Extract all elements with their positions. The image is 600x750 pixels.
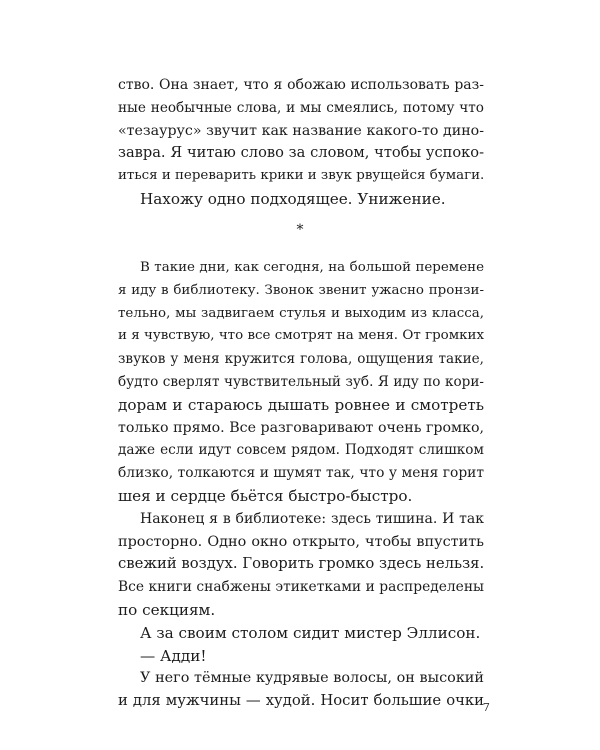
text-line: тельно, мы задвигаем стулья и выходим из класса, xyxy=(118,305,484,321)
paragraph xyxy=(118,188,484,211)
section-separator: * xyxy=(296,222,304,238)
text-line: «тезаурус» звучит как название какого-то дино- xyxy=(118,122,484,139)
text-line: по секциям. xyxy=(118,600,216,619)
text-line: и я чувствую, что все смотрят на меня. От громких xyxy=(118,328,484,344)
text-line: только прямо. Все разговаривают очень громко, xyxy=(118,419,484,436)
text-line: А за своим столом сидит мистер Эллисон. xyxy=(140,623,481,642)
text-block-main xyxy=(118,257,484,713)
paragraph xyxy=(118,74,484,188)
paragraph xyxy=(118,667,484,713)
text-line: звуков у меня кружится голова, ощущения такие, xyxy=(118,351,484,368)
text-line: дорам и стараюсь дышать ровнее и смотреть xyxy=(118,395,484,414)
text-line: и для мужчины — худой. Носит большие очки xyxy=(118,692,484,710)
text-line: завра. Я читаю слово за словом, чтобы успоко- xyxy=(118,144,484,162)
text-line: даже если идут совсем рядом. Подходят слишком xyxy=(118,442,484,459)
text-line: ство. Она знает, что я обожаю использовать раз- xyxy=(118,77,484,93)
text-line: я иду в библиотеку. Звонок звенит ужасно пронзи- xyxy=(118,282,484,298)
text-line: Все книги снабжены этикетками и распределены xyxy=(118,579,484,596)
text-line: — Адди! xyxy=(140,646,207,665)
text-line: иться и переварить крики и звук рвущейся бумаги. xyxy=(118,168,485,184)
text-line: ные необычные слова, и мы смеялись, потому что xyxy=(118,99,484,116)
paragraph xyxy=(118,257,484,508)
text-line: будто сверлят чувствительный зуб. Я иду по кори- xyxy=(118,373,484,390)
paragraph xyxy=(118,508,484,622)
text-line: В такие дни, как сегодня, на большой перемене xyxy=(140,260,484,275)
text-line: близко, толкаются и шумят так, что у меня горит xyxy=(118,465,484,482)
paragraph xyxy=(118,645,484,668)
text-line: У него тёмные кудрявые волосы, он высокий xyxy=(140,670,484,687)
text-line: Наконец я в библиотеке: здесь тишина. И так xyxy=(140,510,484,527)
text-block-top xyxy=(118,74,484,211)
text-line: Нахожу одно подходящее. Унижение. xyxy=(140,189,446,208)
text-line: шея и сердце бьётся быстро-быстро. xyxy=(118,486,413,505)
text-line: просторно. Одно окно открыто, чтобы впустить xyxy=(118,533,484,550)
paragraph xyxy=(118,622,484,645)
page-number: 7 xyxy=(482,700,490,714)
text-line: свежий воздух. Говорить громко здесь нельзя. xyxy=(118,555,485,573)
